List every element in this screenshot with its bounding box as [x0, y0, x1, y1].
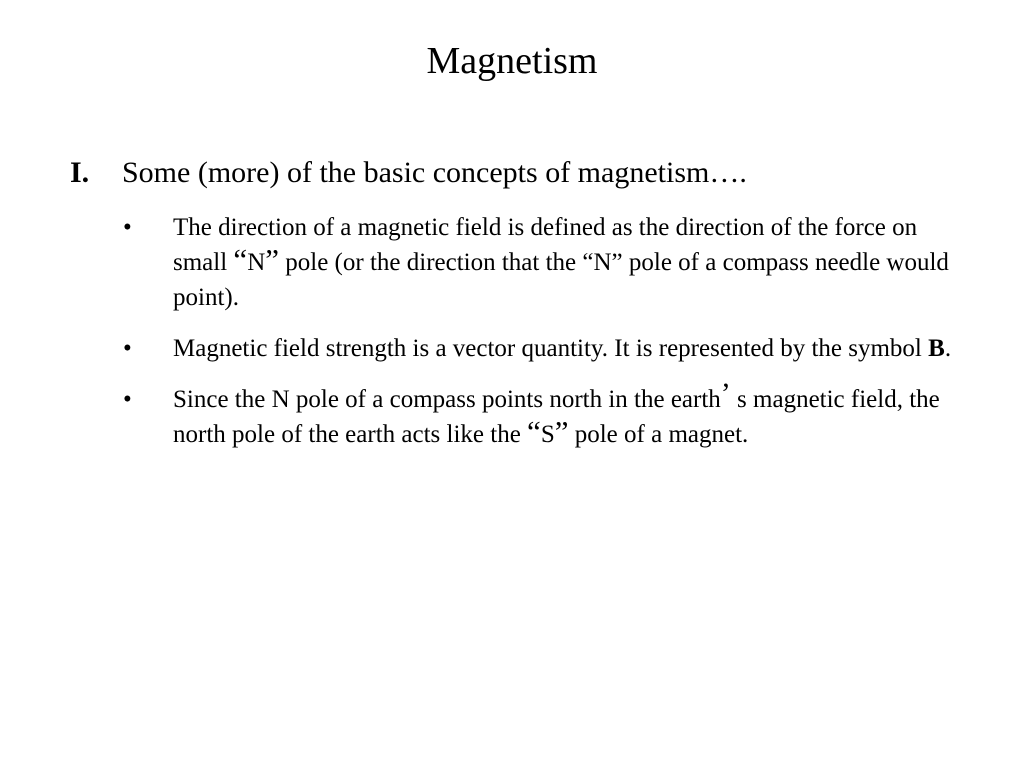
open-quote: “: [527, 414, 541, 449]
bullet-text-part: pole of a magnet.: [568, 421, 749, 448]
open-quote: “: [233, 242, 248, 277]
bullet-text-part: The direction of a magnetic field is defined as the direction of the force on small: [173, 214, 918, 276]
slide-title: Magnetism: [426, 40, 598, 82]
bullet-text: [173, 210, 970, 315]
symbol-b: B: [928, 335, 945, 362]
bullet-text-part: Magnetic field strength is a vector quantity. It is represented by the symbol: [173, 335, 929, 362]
bullet-item-field-direction: [70, 210, 970, 315]
close-quote: ”: [554, 414, 569, 449]
bullet-item-earth-pole: [70, 377, 970, 452]
section-numeral: I.: [70, 156, 90, 189]
pole-letter: S: [540, 421, 555, 448]
bullet-text-part: s magnetic field, the north pole of the earth acts like the: [173, 386, 940, 448]
bullet-item-field-strength: [70, 331, 970, 366]
section: [70, 154, 970, 452]
bullet-list: [70, 210, 970, 452]
section-heading-text: Some (more) of the basic concepts of magnetism….: [122, 156, 747, 189]
bullet-text: [173, 331, 970, 366]
bullet-text-part: pole (or the direction that the “N” pole of a compass needle would point).: [173, 249, 949, 311]
section-heading: [70, 154, 970, 192]
pole-letter: N: [247, 249, 266, 276]
bullet-text-part: Since the N pole of a compass points north in the earth: [173, 386, 721, 413]
bullet-text-part: .: [944, 335, 952, 362]
close-quote: ”: [265, 242, 280, 277]
apostrophe: ’: [720, 377, 731, 410]
bullet-marker: •: [123, 386, 132, 413]
bullet-text: [173, 377, 970, 452]
bullet-marker: •: [123, 335, 132, 362]
bullet-marker: •: [123, 214, 132, 241]
